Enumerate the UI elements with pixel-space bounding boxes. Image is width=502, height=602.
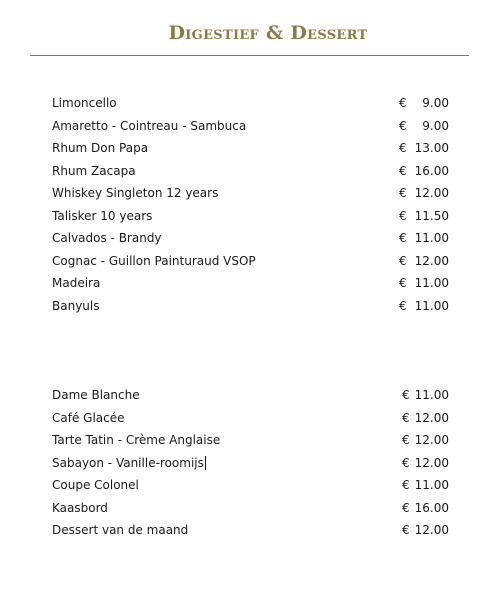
digestief-item bbox=[0, 273, 502, 293]
dessert-item bbox=[0, 453, 502, 473]
item-price: 11.50 bbox=[414, 208, 449, 223]
item-price: 16.00 bbox=[414, 163, 449, 178]
dessert-item bbox=[0, 475, 502, 495]
currency-symbol: € bbox=[399, 186, 407, 200]
currency-symbol: € bbox=[399, 141, 407, 155]
currency-symbol: € bbox=[402, 500, 410, 515]
item-name: Banyuls bbox=[52, 298, 100, 313]
item-price: 9.00 bbox=[422, 118, 449, 133]
item-name: Calvados - Brandy bbox=[52, 231, 162, 245]
digestief-item bbox=[0, 161, 502, 181]
item-price: 11.00 bbox=[414, 478, 449, 492]
digestief-item bbox=[0, 138, 502, 158]
dessert-item bbox=[0, 385, 502, 405]
item-name: Café Glacée bbox=[52, 410, 125, 425]
item-name: Whiskey Singleton 12 years bbox=[52, 186, 219, 200]
item-price: 11.00 bbox=[414, 298, 449, 313]
item-price: 12.00 bbox=[414, 523, 449, 537]
item-price: 16.00 bbox=[414, 500, 449, 515]
digestief-item bbox=[0, 183, 502, 203]
dessert-item bbox=[0, 520, 502, 540]
item-name: Dame Blanche bbox=[52, 388, 140, 402]
currency-symbol: € bbox=[402, 388, 410, 402]
item-name: Rhum Zacapa bbox=[52, 163, 136, 178]
digestief-item bbox=[0, 93, 502, 113]
item-price: 12.00 bbox=[414, 410, 449, 425]
item-name: Sabayon - Vanille-roomijs bbox=[52, 455, 204, 470]
digestief-item bbox=[0, 116, 502, 136]
page-title: Digestief & Dessert bbox=[168, 22, 368, 44]
currency-symbol: € bbox=[399, 118, 407, 133]
digestief-item bbox=[0, 206, 502, 226]
currency-symbol: € bbox=[402, 455, 410, 470]
currency-symbol: € bbox=[399, 276, 407, 290]
currency-symbol: € bbox=[399, 208, 407, 223]
dessert-item bbox=[0, 430, 502, 450]
currency-symbol: € bbox=[399, 231, 407, 245]
item-price: 9.00 bbox=[422, 96, 449, 110]
item-price: 11.00 bbox=[414, 388, 449, 402]
digestief-item bbox=[0, 296, 502, 316]
digestief-item bbox=[0, 228, 502, 248]
currency-symbol: € bbox=[399, 253, 407, 268]
item-price: 12.00 bbox=[414, 186, 449, 200]
item-name: Rhum Don Papa bbox=[52, 141, 149, 155]
digestief-item bbox=[0, 251, 502, 271]
item-name: Tarte Tatin - Crème Anglaise bbox=[52, 433, 221, 447]
item-price: 13.00 bbox=[414, 141, 449, 155]
item-price: 11.00 bbox=[414, 276, 449, 290]
item-price: 12.00 bbox=[414, 455, 449, 470]
currency-symbol: € bbox=[402, 478, 410, 492]
item-price: 12.00 bbox=[414, 253, 449, 268]
item-price: 12.00 bbox=[414, 433, 449, 447]
item-name: Dessert van de maand bbox=[52, 523, 189, 537]
item-name: Kaasbord bbox=[52, 500, 108, 515]
currency-symbol: € bbox=[399, 96, 407, 110]
dessert-item bbox=[0, 498, 502, 518]
currency-symbol: € bbox=[399, 298, 407, 313]
text-cursor bbox=[205, 456, 206, 470]
item-name: Cognac - Guillon Painturaud VSOP bbox=[52, 253, 256, 268]
item-name: Talisker 10 years bbox=[52, 208, 153, 223]
currency-symbol: € bbox=[402, 410, 410, 425]
item-price: 11.00 bbox=[414, 231, 449, 245]
title-divider bbox=[30, 55, 469, 56]
item-name: Limoncello bbox=[52, 96, 117, 110]
currency-symbol: € bbox=[399, 163, 407, 178]
item-name: Madeira bbox=[52, 276, 101, 290]
currency-symbol: € bbox=[402, 523, 410, 537]
item-name: Coupe Colonel bbox=[52, 478, 139, 492]
item-name: Amaretto - Cointreau - Sambuca bbox=[52, 118, 247, 133]
currency-symbol: € bbox=[402, 433, 410, 447]
dessert-item bbox=[0, 408, 502, 428]
